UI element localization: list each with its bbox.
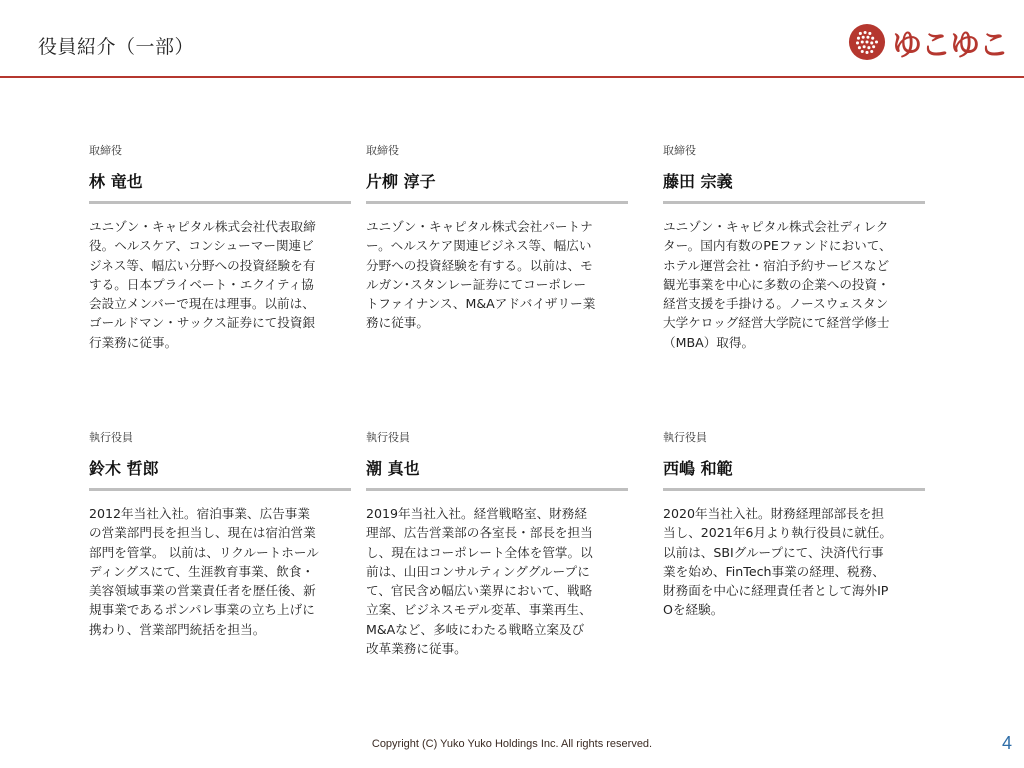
profile-divider <box>366 488 628 491</box>
profile-name: 片柳 淳子 <box>366 172 436 191</box>
profile-role: 執行役員 <box>663 431 707 444</box>
logo-mark-icon <box>848 23 886 61</box>
profile-name: 鈴木 哲郎 <box>89 459 159 478</box>
profile-role: 執行役員 <box>366 431 410 444</box>
profile-name: 潮 真也 <box>366 459 420 478</box>
profile-bio: 2019年当社入社。経営戦略室、財務経理部、広告営業部の各室長・部長を担当し、現在はコーポレート全体を管掌。以前は、山田コンサルティンググループにて、官民含め幅広い業界において、戦略立案、ビジネスモデル変革、事業再生、M&Aなど、多岐にわたる戦略立案及び改革業務に従事。 <box>366 506 593 657</box>
profile-card <box>663 430 925 620</box>
profile-card <box>366 430 628 658</box>
profile-bio: ユニゾン・キャピタル株式会社パートナー。ヘルスケア関連ビジネス等、幅広い分野への投資経験を有する。以前は、モルガン･スタンレー証券にてコーポレートファイナンス、M&Aアドバイザリー業務に従事。 <box>366 219 596 331</box>
profile-divider <box>366 201 628 204</box>
profile-bio: 2020年当社入社。財務経理部部長を担当し、2021年6月より執行役員に就任。以前は、SBIグループにて、決済代行事業を始め、FinTech事業の経理、税務、財務面を中心に経理責任者として海外IPOを経験。 <box>663 506 892 618</box>
profile-divider <box>89 488 351 491</box>
profile-role: 執行役員 <box>89 431 133 444</box>
profile-card <box>89 430 351 639</box>
profile-name: 藤田 宗義 <box>663 172 733 191</box>
profile-bio: ユニゾン・キャピタル株式会社ディレクター。国内有数のPEファンドにおいて、ホテル運営会社・宿泊予約サービスなど観光事業を中心に多数の企業への投資・経営支援を手掛ける。ノースウェスタン大学ケロッグ経営大学院にて経営学修士（MBA）取得。 <box>663 219 892 350</box>
profile-divider <box>663 201 925 204</box>
logo-text: ゆこゆこ <box>892 28 1008 63</box>
profile-name: 林 竜也 <box>89 172 143 191</box>
page-number: 4 <box>1001 733 1012 753</box>
profile-divider <box>89 201 351 204</box>
profile-bio: ユニゾン・キャピタル株式会社代表取締役。ヘルスケア、コンシューマー関連ビジネス等、幅広い分野への投資経験を有する。日本プライベート・エクイティ協会設立メンバーで現在は理事。以前は、ゴールドマン・サックス証券にて投資銀行業務に従事。 <box>89 219 316 350</box>
profile-name: 西嶋 和範 <box>663 459 733 478</box>
profile-role: 取締役 <box>89 144 122 157</box>
profile-card <box>663 143 925 352</box>
profile-card <box>89 143 351 352</box>
profile-divider <box>663 488 925 491</box>
copyright-notice: Copyright (C) Yuko Yuko Holdings Inc. All rights reserved. <box>371 738 653 750</box>
profile-bio: 2012年当社入社。宿泊事業、広告事業の営業部門長を担当し、現在は宿泊営業部門を管掌。 以前は、リクルートホールディングスにて、生涯教育事業、飲食・美容領域事業の営業責任者を歴任後、新規事業であるポンパレ事業の立ち上げに携わり、営業部門統括を担当。 <box>89 506 319 637</box>
profile-card <box>366 143 628 333</box>
profile-role: 取締役 <box>366 144 399 157</box>
profile-role: 取締役 <box>663 144 696 157</box>
page-title: 役員紹介（一部） <box>38 36 195 58</box>
header-divider <box>0 76 1024 78</box>
company-logo <box>848 20 1008 64</box>
